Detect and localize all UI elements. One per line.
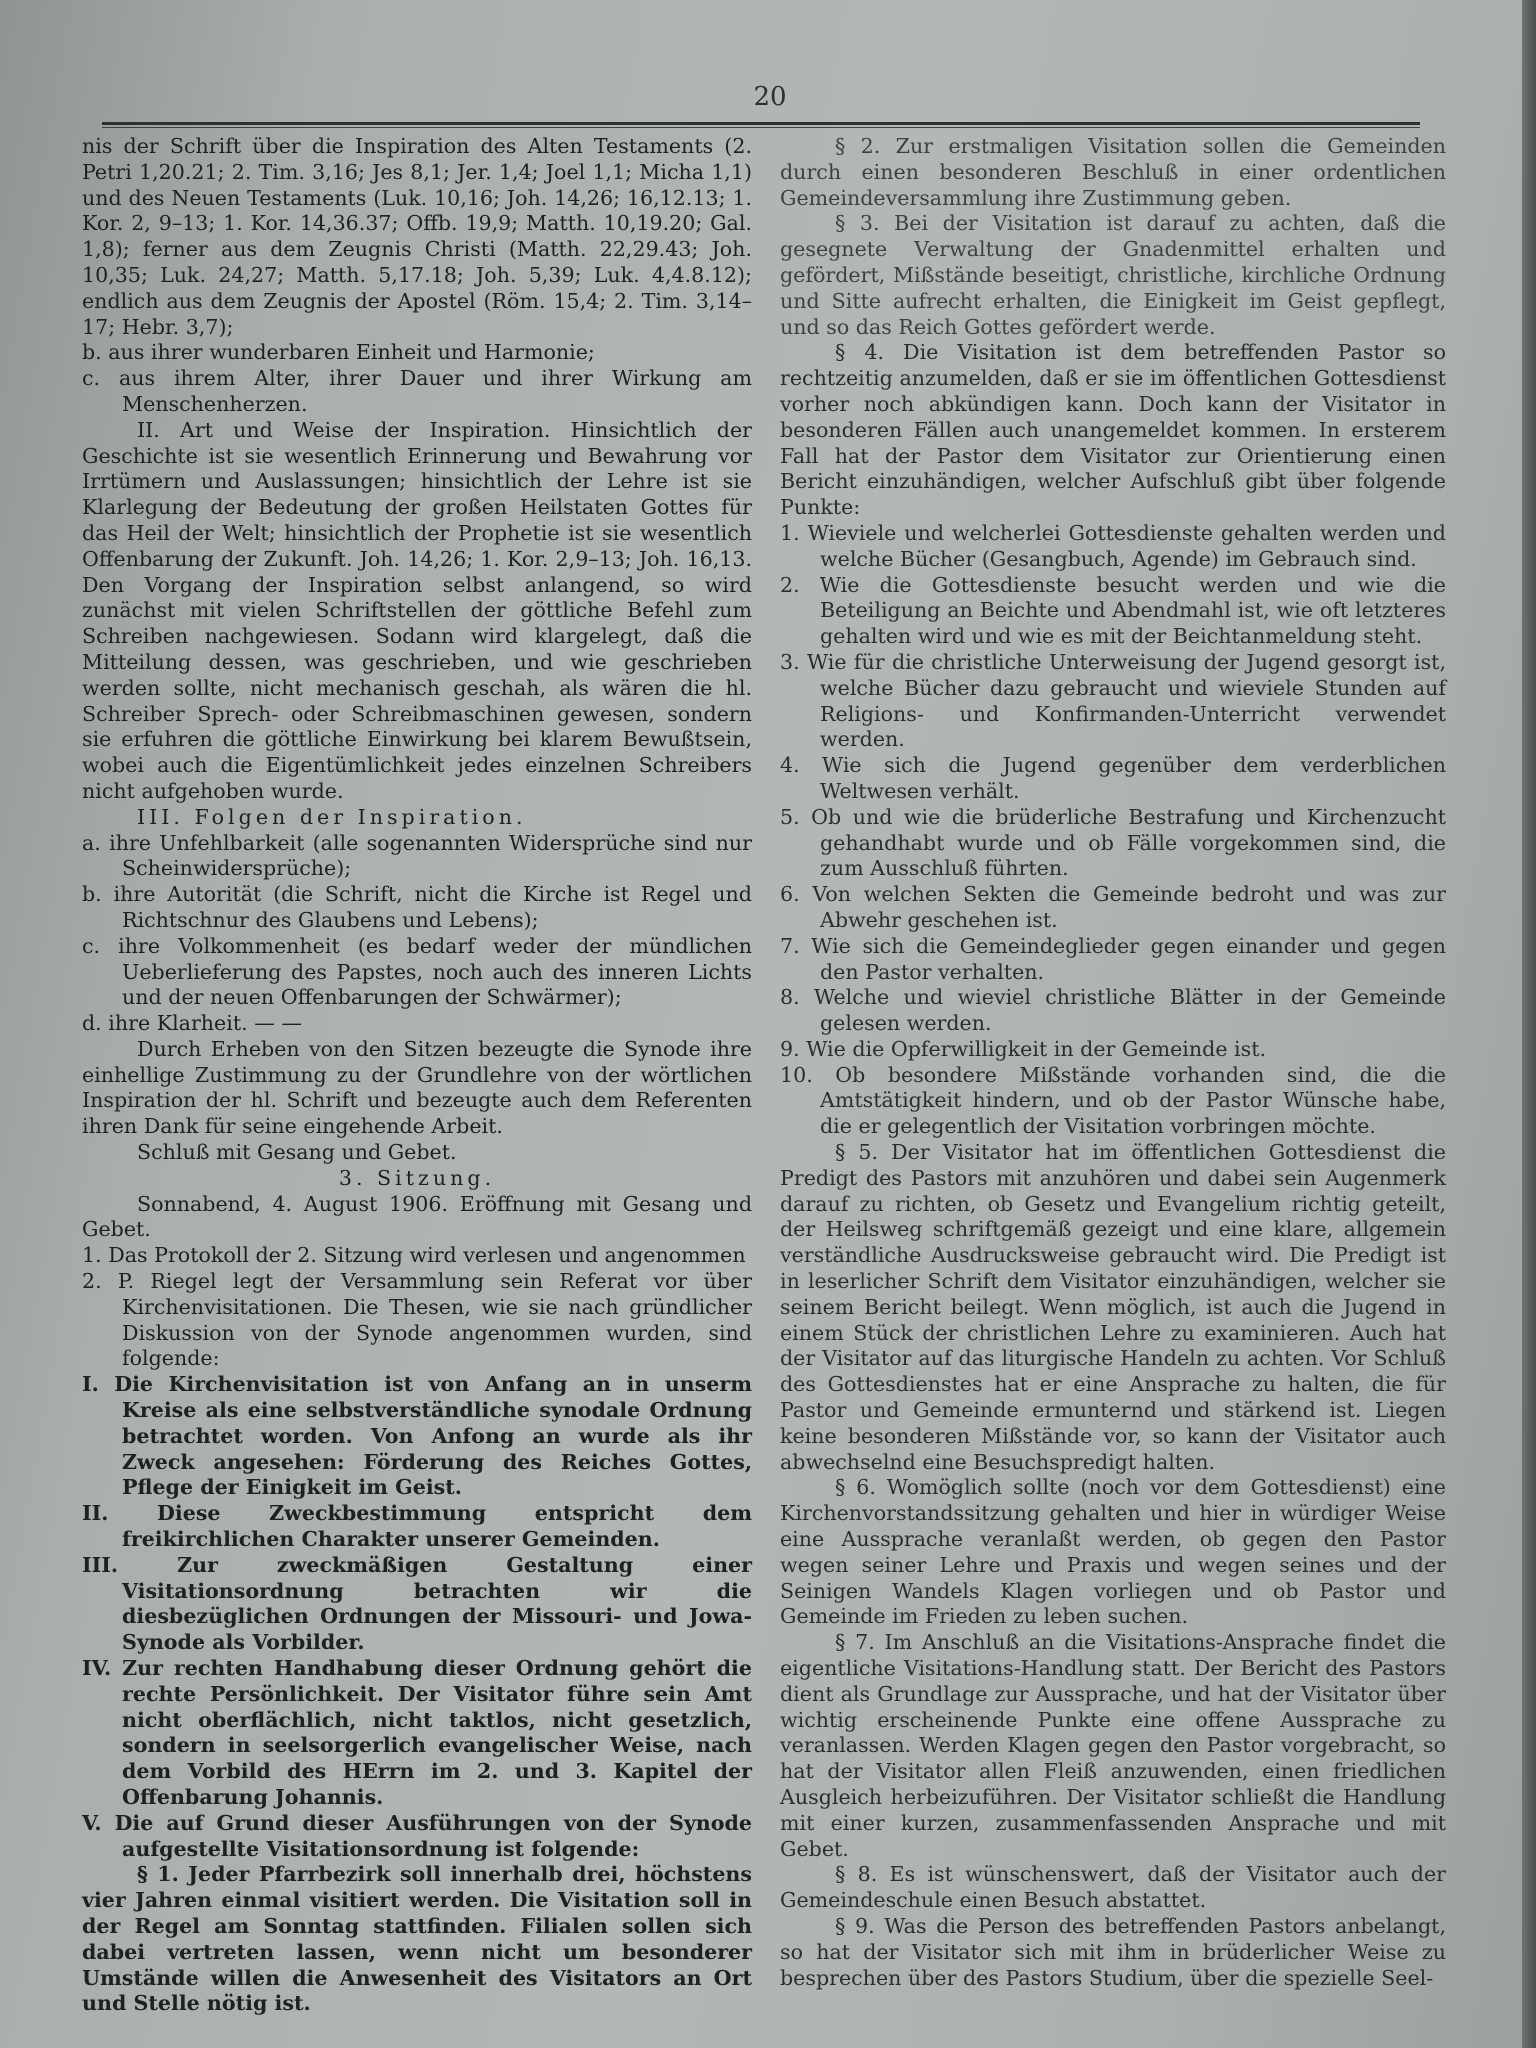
thesis: I. Die Kirchenvisitation ist von Anfang an in unserm Kreise als eine selbstverständliche synodale Ordnung betrachtet worden. Von Anfong an wurde als ihr Zweck angesehen: Förderung des Reiches Gottes, Pflege der Einigkeit im Geist. [82,1372,752,1500]
numbered-item: 8. Welche und wieviel christliche Blätter in der Gemeinde gelesen werden. [780,985,1446,1036]
paragraph-section: § 1. Jeder Pfarrbezirk soll innerhalb drei, höchstens vier Jahren einmal visitiert werden. Die Visitation soll in der Regel am Sonntag stattfinden. Filialen sollen sich dabei vertreten lassen, wenn nicht um besonderer Umstände willen die Anwesenheit des Visitators an Ort und Stelle nötig ist. [82,1862,752,2016]
numbered-item: 10. Ob besondere Mißstände vorhanden sind, die die Amtstätigkeit hindern, und ob der Pastor Wünsche habe, die er gelegentlich der Visitation vorbringen möchte. [780,1062,1446,1139]
right-column [780,134,1446,1991]
paragraph-section: § 6. Womöglich sollte (noch vor dem Gottesdienst) eine Kirchenvorstandssitzung gehalten und hier in würdiger Weise eine Aussprache veranlaßt werden, ob gegen den Pastor wegen seiner Lehre und Praxis und wegen seines und der Seinigen Wandels Klagen vorliegen und ob Pastor und Gemeinde im Frieden zu leben suchen. [780,1475,1446,1629]
list-item: b. ihre Autorität (die Schrift, nicht die Kirche ist Regel und Richtschnur des Glaubens und Lebens); [82,882,752,932]
thesis: II. Diese Zweckbestimmung entspricht dem freikirchlichen Charakter unserer Gemeinden. [82,1501,752,1552]
list-item: c. ihre Volkommenheit (es bedarf weder der mündlichen Ueberlieferung des Papstes, noch auch des inneren Lichts und der neuen Offenbarungen der Schwärmer); [82,933,752,1010]
numbered-item: 1. Wieviele und welcherlei Gottesdienste gehalten werden und welche Bücher (Gesangbuch, Agende) im Gebrauch sind. [780,520,1446,571]
thesis: V. Die auf Grund dieser Ausführungen von der Synode aufgestellte Visitationsordnung ist folgende: [82,1810,752,1861]
paragraph-section: § 3. Bei der Visitation ist darauf zu achten, daß die gesegnete Verwaltung der Gnadenmittel erhalten und gefördert, Mißstände beseitigt, christliche, kirchliche Ordnung und Sitte aufrecht erhalten, die Einigkeit im Geist gepflegt, und so das Reich Gottes gefördert werde. [780,211,1446,339]
paragraph-section: § 4. Die Visitation ist dem betreffenden Pastor so rechtzeitig anzumelden, daß er sie im öffentlichen Gottesdienst vorher noch abkündigen kann. Doch kann der Visitator in besonderen Fällen auch unangemeldet kommen. In ersterem Fall hat der Pastor dem Visitator zur Orientierung einen Bericht einzuhändigen, welcher Aufschluß gibt über folgende Punkte: [780,340,1446,520]
numbered-item: 2. P. Riegel legt der Versammlung sein Referat vor über Kirchenvisitationen. Die Thesen, wie sie nach gründlicher Diskussion von der Synode angenommen wurden, sind folgende: [82,1269,752,1371]
header-rule [102,122,1420,125]
list-item: b. aus ihrer wunderbaren Einheit und Harmonie; [82,340,595,365]
numbered-item: 7. Wie sich die Gemeindeglieder gegen einander und gegen den Pastor verhalten. [780,933,1446,984]
numbered-item: 1. Das Protokoll der 2. Sitzung wird verlesen und angenommen [82,1243,746,1268]
numbered-item: 2. Wie die Gottesdienste besucht werden und wie die Beteiligung an Beichte und Abendmahl ist, wie oft letzteres gehalten wird und wie es mit der Beichtanmeldung steht. [780,572,1446,649]
header-rule-thin [102,127,1420,128]
paragraph: Schluß mit Gesang und Gebet. [137,1140,457,1165]
numbered-item: 3. Wie für die christliche Unterweisung der Jugend gesorgt ist, welche Bücher dazu gebraucht und wieviele Stunden auf Religions- und Konfirmanden-Unterricht verwendet werden. [780,649,1446,752]
paragraph: Sonnabend, 4. August 1906. Eröffnung mit Gesang und Gebet. [82,1191,752,1242]
numbered-item: 6. Von welchen Sekten die Gemeinde bedroht und was zur Abwehr geschehen ist. [780,882,1446,932]
paragraph: nis der Schrift über die Inspiration des Alten Testaments (2. Petri 1,20.21; 2. Tim. 3,16; Jes 8,1; Jer. 1,4; Joel 1,1; Micha 1,1) und des Neuen Testaments (Luk. 10,16; Joh. 14,26; 16,12.13; 1. Kor. 2, 9–13; 1. Kor. 14,36.37; Offb. 19,9; Matth. 10,19.20; Gal. 1,8); ferner aus dem Zeugnis Christi (Matth. 22,29.43; Joh. 10,35; Luk. 24,27; Matth. 5,17.18; Joh. 5,39; Luk. 4,4.8.12); endlich aus dem Zeugnis der Apostel (Röm. 15,4; 2. Tim. 3,14–17; Hebr. 3,7); [82,134,752,339]
list-item: d. ihre Klarheit. — — [82,1011,302,1036]
page-number: 20 [753,82,787,112]
list-item: c. aus ihrem Alter, ihrer Dauer und ihrer Wirkung am Menschenherzen. [82,366,752,416]
paragraph-section: § 5. Der Visitator hat im öffentlichen Gottesdienst die Predigt des Pastors mit anzuhören und dabei sein Augenmerk darauf zu richten, ob Gesetz und Evangelium richtig geteilt, der Heilsweg schriftgemäß gezeigt und eine klare, allgemein verständliche Ausdrucksweise gebraucht wird. Die Predigt ist in leserlicher Schrift dem Visitator einzuhändigen, welcher sie seinem Bericht beilegt. Wenn möglich, ist auch die Jugend in einem Stück der christlichen Lehre zu examinieren. Auch hat der Visitator auf das liturgische Handeln zu achten. Vor Schluß des Gottesdienstes hat er eine Ansprache zu halten, die für Pastor und Gemeinde ermunternd und stärkend ist. Liegen keine besonderen Mißstände vor, so kann der Visitator auch abwechselnd eine Besuchspredigt halten. [780,1140,1446,1474]
session-heading: 3. Sitzung. [338,1165,496,1190]
section-heading: III. Folgen der Inspiration. [137,804,527,829]
numbered-item: 4. Wie sich die Jugend gegenüber dem verderblichen Weltwesen verhält. [780,753,1446,803]
paragraph-section: § 2. Zur erstmaligen Visitation sollen die Gemeinden durch einen besonderen Beschluß in einer ordentlichen Gemeindeversammlung ihre Zustimmung geben. [780,134,1446,210]
page-edge-shadow [1522,0,1536,2048]
thesis: III. Zur zweckmäßigen Gestaltung einer Visitationsordnung betrachten wir die diesbezüglichen Ordnungen der Missouri- und Jowa-Synode als Vorbilder. [82,1552,752,1655]
paragraph-section: § 9. Was die Person des betreffenden Pastors anbelangt, so hat der Visitator sich mit ihm in brüderlicher Weise zu besprechen über des Pastors Studium, über die spezielle Seel- [780,1913,1446,1990]
numbered-item: 9. Wie die Opferwilligkeit in der Gemeinde ist. [780,1036,1267,1061]
paragraph-section: § 8. Es ist wünschenswert, daß der Visitator auch der Gemeindeschule einen Besuch abstattet. [780,1862,1446,1913]
numbered-item: 5. Ob und wie die brüderliche Bestrafung und Kirchenzucht gehandhabt wurde und ob Fälle vorgekommen sind, die zum Ausschluß führten. [780,804,1446,881]
section-paragraph: II. Art und Weise der Inspiration. Hinsichtlich der Geschichte ist sie wesentlich Erinnerung und Bewahrung vor Irrtümern und Auslassungen; hinsichtlich der Lehre ist sie Klarlegung der Bedeutung der großen Heilstaten Gottes für das Heil der Welt; hinsichtlich der Prophetie ist sie wesentlich Offenbarung der Zukunft. Joh. 14,26; 1. Kor. 2,9–13; Joh. 16,13. Den Vorgang der Inspiration selbst anlangend, so wird zunächst mit vielen Schriftstellen der göttliche Befehl zum Schreiben nachgewiesen. Sodann wird klargelegt, daß die Mitteilung dessen, was geschrieben, und wie geschrieben werden sollte, nicht mechanisch geschah, als wären die hl. Schreiber Sprech- oder Schreibmaschinen gewesen, sondern sie erfuhren die göttliche Einwirkung bei klarem Bewußtsein, wobei auch die Eigentümlichkeit jedes einzelnen Schreibers nicht aufgehoben wurde. [82,417,752,803]
left-column [82,134,752,2017]
list-item: a. ihre Unfehlbarkeit (alle sogenannten Widersprüche sind nur Scheinwidersprüche); [82,830,752,881]
paragraph: Durch Erheben von den Sitzen bezeugte die Synode ihre einhellige Zustimmung zu der Grundlehre von der wörtlichen Inspiration der hl. Schrift und bezeugte auch dem Referenten ihren Dank für seine eingehende Arbeit. [82,1036,752,1139]
thesis: IV. Zur rechten Handhabung dieser Ordnung gehört die rechte Persönlichkeit. Der Visitator führe sein Amt nicht oberflächlich, nicht taktlos, nicht gesetzlich, sondern in seelsorgerlich evangelischer Weise, nach dem Vorbild des HErrn im 2. und 3. Kapitel der Offenbarung Johannis. [82,1656,752,1809]
paragraph-section: § 7. Im Anschluß an die Visitations-Ansprache findet die eigentliche Visitations-Handlung statt. Der Bericht des Pastors dient als Grundlage zur Aussprache, und hat der Visitator über wichtig erscheinende Punkte eine offene Aussprache zu veranlassen. Werden Klagen gegen den Pastor vorgebracht, so hat der Visitator allen Fleiß anzuwenden, einen friedlichen Ausgleich herbeizuführen. Der Visitator schließt die Handlung mit einer kurzen, zusammenfassenden Ansprache und mit Gebet. [780,1630,1446,1861]
